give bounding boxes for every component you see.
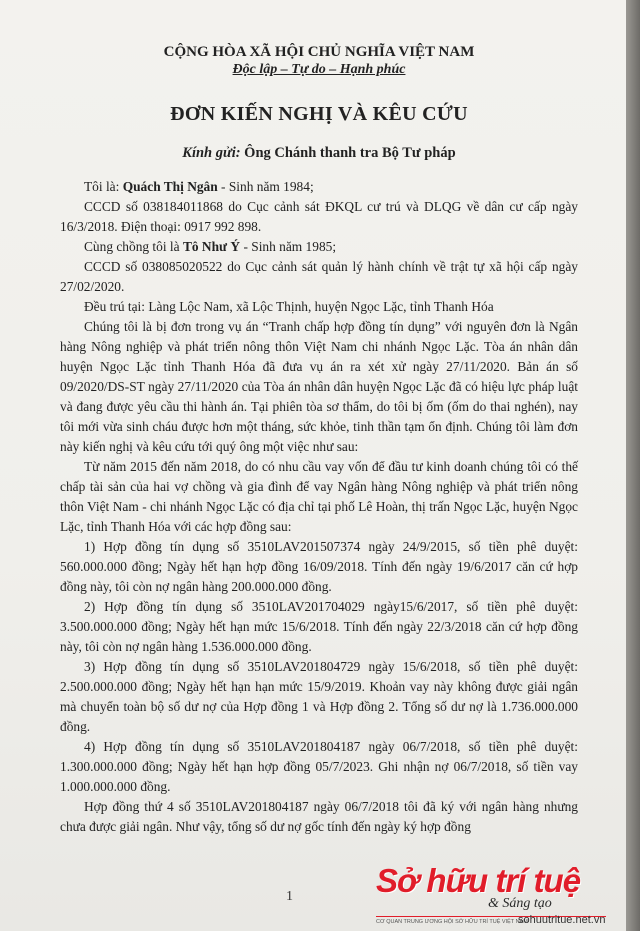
text-fragment: - Sinh năm 1984; — [217, 179, 314, 194]
document-title: ĐƠN KIẾN NGHỊ VÀ KÊU CỨU — [170, 103, 468, 125]
spouse-name: Tô Như Ý — [182, 239, 241, 254]
paragraph-contract-4: 4) Hợp đồng tín dụng số 3510LAV201804187 ngày 06/7/2018, số tiền phê duyệt: 1.300.000.000 đồng; Ngày hết hạn hợp đồng 05/7/2023. Ghi nhận nợ 06/7/2018, số tiền vay 1.000.000.000 đồng. — [60, 739, 578, 794]
text-fragment: - Sinh năm 1985; — [240, 239, 337, 254]
paragraph-petitioner — [60, 177, 578, 197]
paragraph-contract-2: 2) Hợp đồng tín dụng số 3510LAV201704029 ngày15/6/2017, số tiền phê duyệt: 3.500.000.000 đồng; Ngày hết hạn mức 15/6/2018. Tính đến ngày 22/3/2018 căn cứ hợp đồng này, tôi còn nợ ngân hàng 1.536.000.000 đồng. — [60, 599, 578, 654]
page-number: 1 — [286, 889, 293, 904]
publisher-logo — [370, 862, 638, 931]
paper-edge-shadow — [626, 0, 640, 931]
paragraph-spouse-id: CCCD số 038085020522 do Cục cảnh sát quản lý hành chính về trật tự xã hội cấp ngày 27/02/2020. — [60, 259, 578, 294]
paragraph-contract-3: 3) Hợp đồng tín dụng số 3510LAV201804729 ngày 15/6/2018, số tiền phê duyệt: 2.500.000.000 đồng; Ngày hết hạn hạn mức 15/9/2019. Khoản vay này không được giải ngân mà chuyển toàn bộ số dư nợ của Hợp đồng 1 và Hợp đồng 2. Tổng số dư nợ là 1.736.000.000 đồng. — [60, 659, 578, 734]
logo-brand: Sở hữu trí tuệ — [376, 862, 581, 899]
paragraph-spouse — [60, 237, 578, 257]
national-motto: Độc lập – Tự do – Hạnh phúc — [232, 62, 406, 77]
paragraph-residence: Đều trú tại: Làng Lộc Nam, xã Lộc Thịnh, huyện Ngọc Lặc, tỉnh Thanh Hóa — [84, 299, 494, 314]
text-fragment: Tôi là: — [84, 179, 123, 194]
addressee-line — [60, 143, 578, 163]
document-body — [60, 43, 578, 837]
logo-url: sohuutritue.net.vn — [518, 914, 606, 926]
logo-tagline: CƠ QUAN TRUNG ƯƠNG HỘI SỞ HỮU TRÍ TUỆ VIỆT NAM — [376, 919, 528, 925]
paragraph-loans-intro: Từ năm 2015 đến năm 2018, do có nhu cầu vay vốn để đầu tư kinh doanh chúng tôi có thế chấp tài sản của hai vợ chồng và gia đình để vay Ngân hàng Nông nghiệp và phát triển nông thôn Việt Nam - chi nhánh Ngọc Lặc có địa chỉ tại phố Lê Hoàn, thị trấn Ngọc Lặc, huyện Ngọc Lặc, tỉnh Thanh Hóa với các hợp đồng sau: — [60, 459, 578, 534]
paragraph-case: Chúng tôi là bị đơn trong vụ án “Tranh chấp hợp đồng tín dụng” với nguyên đơn là Ngân hàng Nông nghiệp và phát triển nông thôn Việt Nam chi nhánh Ngọc Lặc. Tòa án nhân dân huyện Ngọc Lặc tỉnh Thanh Hóa đã đưa vụ án ra xét xử ngày 27/11/2020. Bản án số 09/2020/DS-ST ngày 27/11/2020 của Tòa án nhân dân huyện Ngọc Lặc đã có hiệu lực pháp luật và đang được yêu cầu thi hành án. Tại phiên tòa sơ thẩm, do tôi bị ốm (ốm do thai nghén), nay tôi mới vừa sinh cháu được hơn một tháng, sức khỏe, tinh thần tạm ổn định. Chúng tôi làm đơn này kiến nghị và kêu cứu tới quý ông một việc như sau: — [60, 319, 578, 454]
logo-subtitle: & Sáng tạo — [488, 896, 552, 911]
national-header: CỘNG HÒA XÃ HỘI CHỦ NGHĨA VIỆT NAM — [163, 44, 475, 60]
addressee-recipient: Ông Chánh thanh tra Bộ Tư pháp — [244, 145, 456, 161]
paragraph-petitioner-id: CCCD số 038184011868 do Cục cảnh sát ĐKQL cư trú và DLQG về dân cư cấp ngày 16/3/2018. Điện thoại: 0917 992 898. — [60, 199, 578, 234]
text-fragment: Cùng chồng tôi là — [84, 239, 183, 254]
petitioner-name: Quách Thị Ngân — [122, 179, 218, 194]
addressee-label: Kính gửi: — [182, 145, 241, 161]
paragraph-contract-4-note: Hợp đồng thứ 4 số 3510LAV201804187 ngày 06/7/2018 tôi đã ký với ngân hàng nhưng chưa được giải ngân. Như vậy, tổng số dư nợ gốc tính đến ngày ký hợp đồng — [60, 799, 578, 834]
paragraph-contract-1: 1) Hợp đồng tín dụng số 3510LAV201507374 ngày 24/9/2015, số tiền phê duyệt: 560.000.000 đồng; Ngày hết hạn hợp đồng 16/09/2018. Tính đến ngày 19/6/2017 căn cứ hợp đồng này, tôi còn nợ ngân hàng 200.000.000 đồng. — [60, 539, 578, 594]
